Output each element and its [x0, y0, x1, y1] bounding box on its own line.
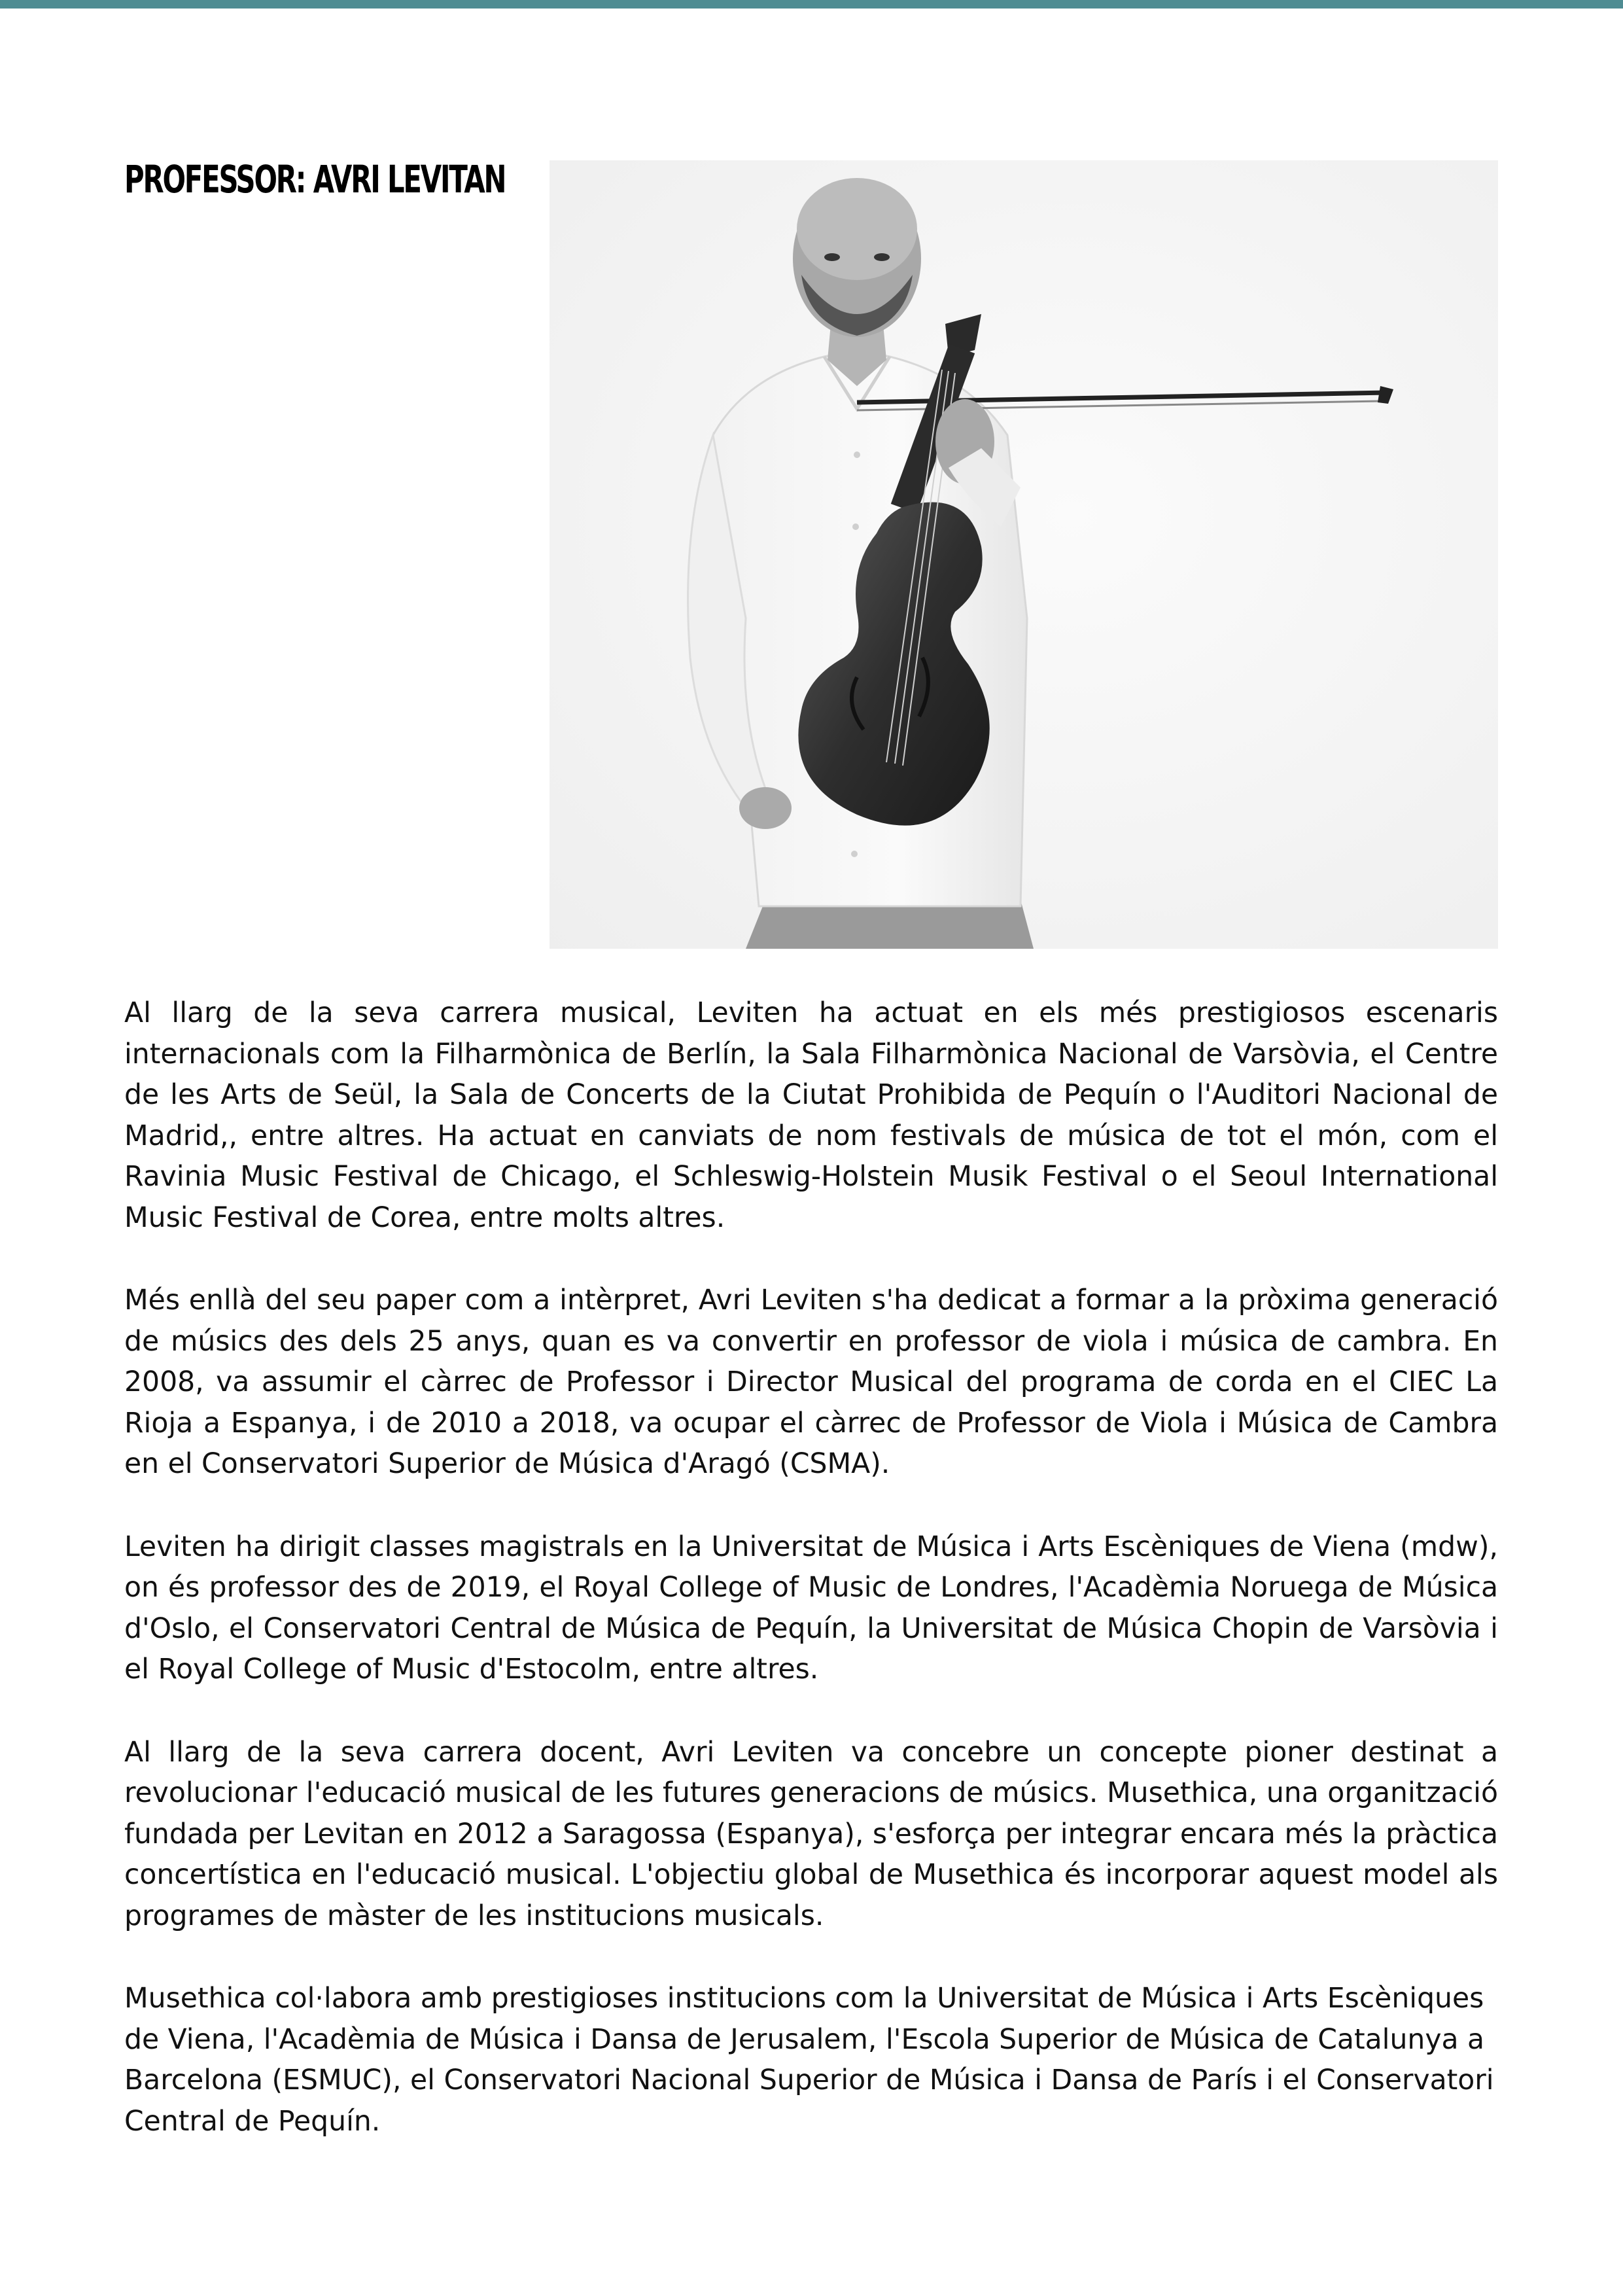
- top-accent-bar: [0, 0, 1623, 9]
- portrait-photo: [550, 160, 1498, 949]
- page-title: PROFESSOR: AVRI LEVITAN: [124, 157, 506, 202]
- paragraph-5: Musethica col·labora amb prestigioses institucions com la Universitat de Música i Arts Escèniques de Viena, l'Acadèmia de Música i Dansa de Jerusalem, l'Escola Superior de Música de Catalunya a Barcelona (ESMUC), el Conservatori Nacional Superior de Música i Dansa de París i el Conservatori Central de Pequín.: [124, 1983, 1494, 2138]
- paragraph-3: Leviten ha dirigit classes magistrals en la Universitat de Música i Arts Escèniques de Viena (mdw), on és professor des de 2019, el Royal College of Music de Londres, l'Acadèmia Noruega de Música d'Oslo, el Conservatori Central de Música de Pequín, la Universitat de Música Chopin de Varsòvia i el Royal College of Music d'Estocolm, entre altres.: [124, 1530, 1498, 1686]
- paragraph-2: Més enllà del seu paper com a intèrpret, Avri Leviten s'ha dedicat a formar a la pròxima generació de músics des dels 25 anys, quan es va convertir en professor de viola i música de cambra. En 2008, va assumir el càrrec de Professor i Director Musical del programa de corda en el CIEC La Rioja a Espanya, i de 2010 a 2018, va ocupar el càrrec de Professor de Viola i Música de Cambra en el Conservatori Superior de Música d'Aragó (CSMA).: [124, 1284, 1498, 1480]
- body-text: [124, 993, 1498, 2184]
- paragraph-1: Al llarg de la seva carrera musical, Leviten ha actuat en els més prestigiosos escenaris internacionals com la Filharmònica de Berlín, la Sala Filharmònica Nacional de Varsòvia, el Centre de les Arts de Seül, la Sala de Concerts de la Ciutat Prohibida de Pequín o l'Auditori Nacional de Madrid,, entre altres. Ha actuat en canviats de nom festivals de música de tot el món, com el Ravinia Music Festival de Chicago, el Schleswig-Holstein Musik Festival o el Seoul International Music Festival de Corea, entre molts altres.: [124, 997, 1498, 1234]
- portrait-violinist-icon: [550, 160, 1498, 949]
- paragraph-4: Al llarg de la seva carrera docent, Avri Leviten va concebre un concepte pioner destinat a revolucionar l'educació musical de les futures generacions de músics. Musethica, una organització fundada per Levitan en 2012 a Saragossa (Espanya), s'esforça per integrar encara més la pràctica concertística en l'educació musical. L'objectiu global de Musethica és incorporar aquest model als programes de màster de les institucions musicals.: [124, 1736, 1498, 1932]
